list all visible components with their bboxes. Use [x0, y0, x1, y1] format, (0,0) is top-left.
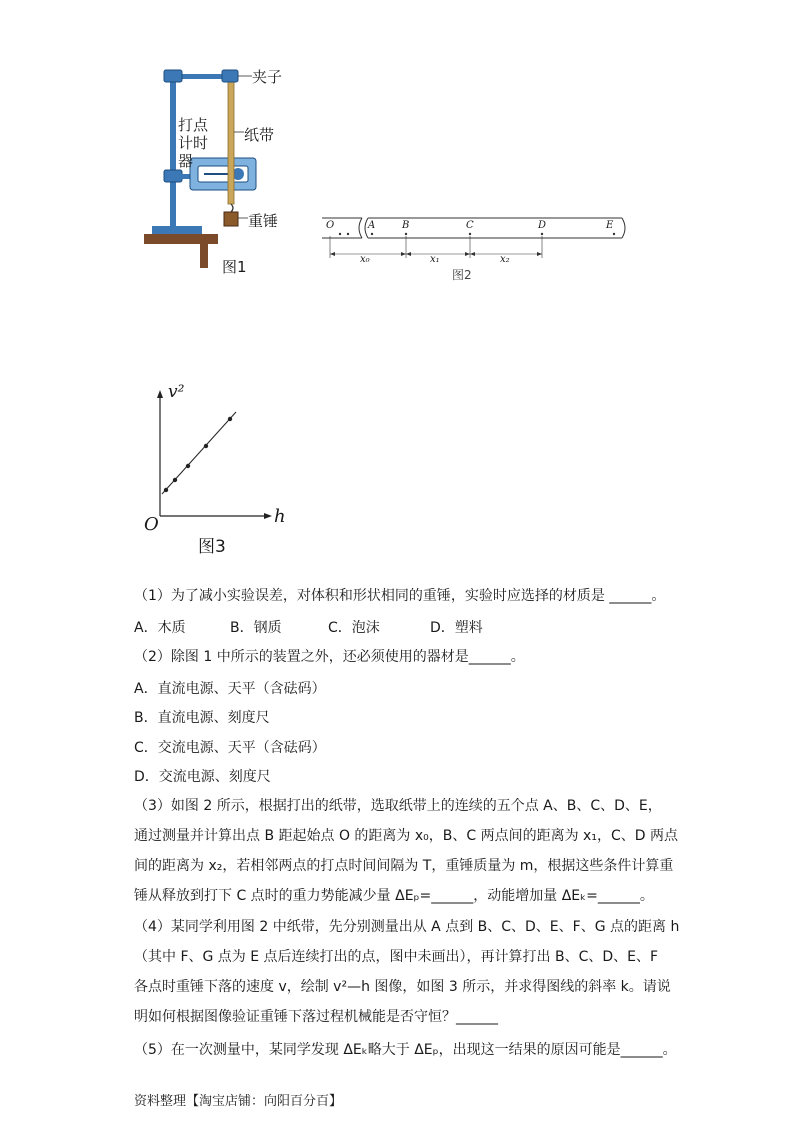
figure-3	[140, 382, 300, 558]
tape-callout: 纸带	[244, 126, 275, 144]
q1-option-d: D．塑料	[430, 620, 483, 636]
apparatus-diagram	[140, 62, 300, 282]
y-axis-label: v²	[168, 382, 185, 402]
point-o-label: O	[326, 220, 335, 231]
q2-option-d: D．交流电源、刻度尺	[134, 769, 271, 785]
question-4-line-1: （4）某同学利用图 2 中纸带，先分别测量出从 A 点到 B、C、D、E、F、G 点的距离 h	[134, 919, 680, 935]
figure-2-label: 图2	[452, 268, 472, 282]
q2-option-c: C．交流电源、天平（含砝码）	[134, 740, 326, 756]
question-2: （2）除图 1 中所示的装置之外，还必须使用的器材是______。	[134, 649, 525, 665]
question-5: （5）在一次测量中，某同学发现 ΔEₖ略大于 ΔEₚ，出现这一结果的原因可能是______。	[134, 1042, 677, 1058]
figure-1-label: 图1	[222, 258, 247, 276]
q2-option-b: B．直流电源、刻度尺	[134, 710, 270, 726]
question-3-line-3: 间的距离为 x₂，若相邻两点的打点时间间隔为 T，重锤质量为 m，根据这些条件计算重	[134, 858, 674, 874]
q2-option-a: A．直流电源、天平（含砝码）	[134, 681, 326, 697]
point-d-label: D	[538, 220, 547, 231]
question-4-line-3: 各点时重锤下落的速度 v，绘制 v²—h 图像，如图 3 所示，并求得图线的斜率 k。请说	[134, 979, 671, 995]
clamp-callout: 夹子	[252, 68, 283, 86]
question-1: （1）为了减小实验误差，对体积和形状相同的重锤，实验时应选择的材质是 ______。	[134, 588, 666, 604]
point-c-label: C	[466, 220, 474, 231]
origin-label: O	[144, 514, 159, 535]
x-axis-label: h	[274, 506, 286, 527]
question-4-line-4: 明如何根据图像验证重锤下落过程机械能是否守恒？______	[134, 1009, 498, 1025]
q1-option-c: C．泡沫	[328, 620, 380, 636]
point-a-label: A	[368, 220, 376, 231]
q1-option-a: A．木质	[134, 620, 186, 636]
segment-x0-label: x₀	[360, 254, 370, 265]
question-3-line-4: 锤从释放到打下 C 点时的重力势能减少量 ΔEₚ=______，动能增加量 ΔEₖ=______。	[134, 888, 654, 904]
question-3-line-2: 通过测量并计算出点 B 距起始点 O 的距离为 x₀，B、C 两点间的距离为 x₁，C、D 两点	[134, 828, 678, 844]
question-3-line-1: （3）如图 2 所示，根据打出的纸带，选取纸带上的连续的五个点 A、B、C、D、E，	[134, 798, 662, 814]
footer-source: 资料整理【淘宝店铺：向阳百分百】	[134, 1094, 343, 1109]
question-1-options	[134, 617, 483, 637]
weight-callout: 重锤	[248, 212, 279, 230]
question-4-line-2: （其中 F、G 点为 E 点后连续打出的点，图中未画出），再计算打出 B、C、D、E、F	[134, 949, 659, 965]
figure-3-label: 图3	[198, 537, 226, 557]
segment-x1-label: x₁	[430, 254, 440, 265]
point-e-label: E	[606, 220, 614, 231]
timer-callout: 打点 计时器	[178, 116, 209, 170]
q1-option-b: B．钢质	[230, 620, 282, 636]
segment-x2-label: x₂	[500, 254, 510, 265]
figure-2	[318, 214, 634, 284]
figure-1	[140, 62, 300, 282]
point-b-label: B	[402, 220, 410, 231]
